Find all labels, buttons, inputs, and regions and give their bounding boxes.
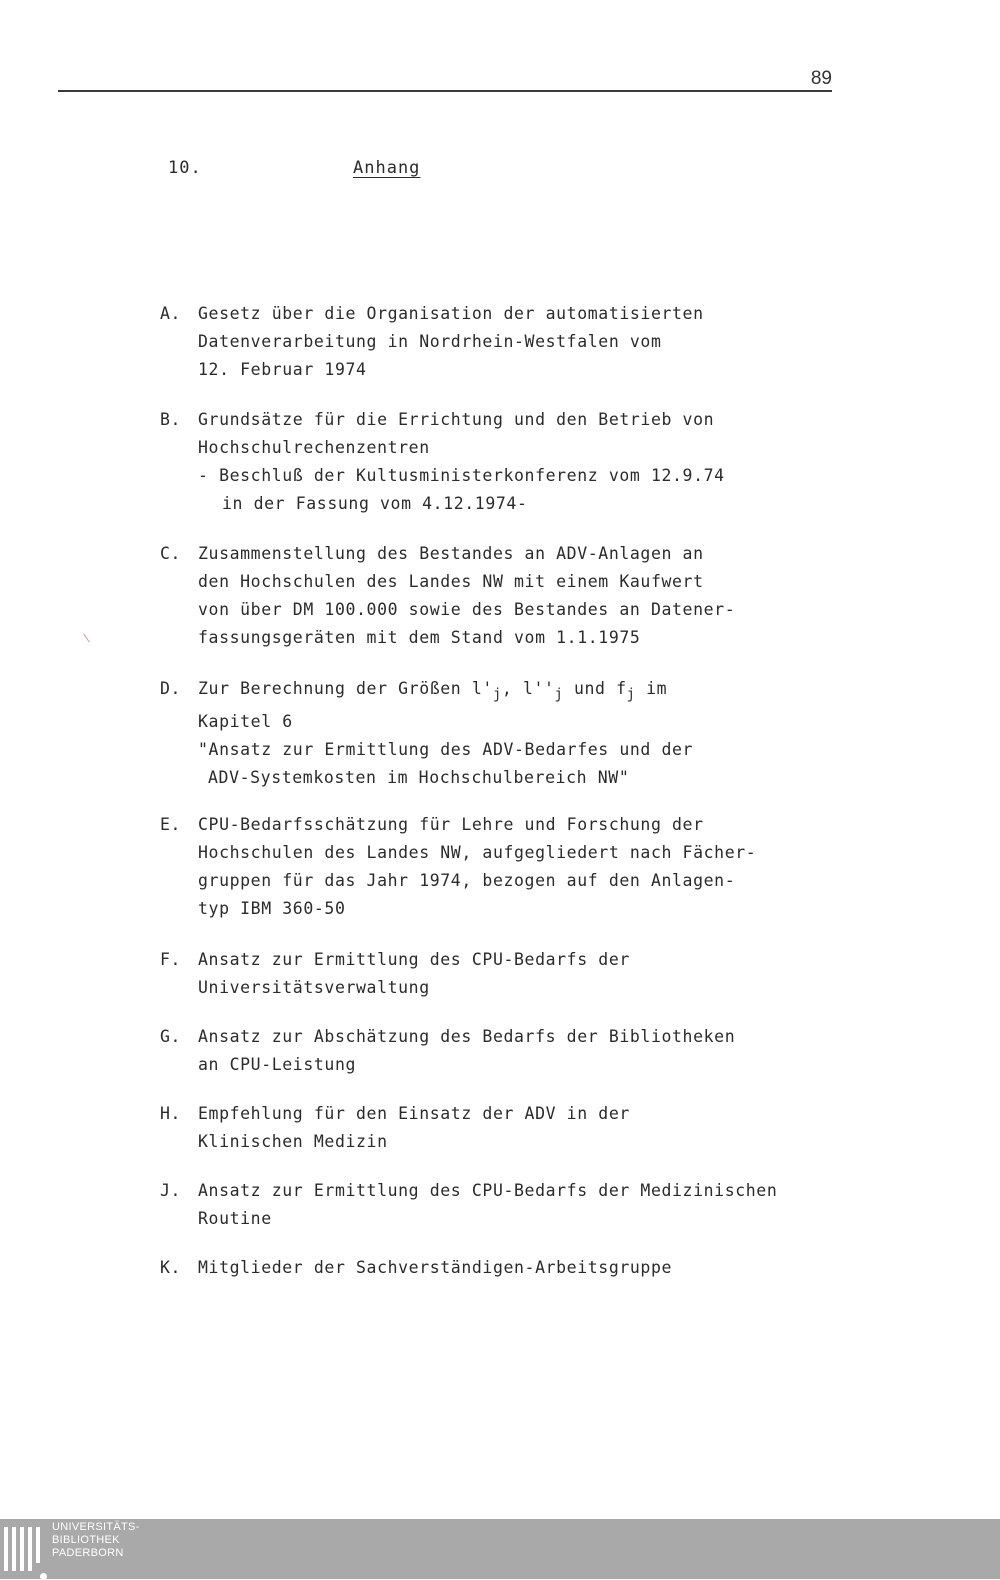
logo-line: PADERBORN: [52, 1547, 124, 1559]
annex-line: CPU-Bedarfsschätzung für Lehre und Forschung der: [198, 815, 704, 834]
logo-line: UNIVERSITÄTS-: [52, 1521, 140, 1533]
annex-item-j: [160, 1177, 840, 1233]
annex-item-a: [160, 300, 840, 384]
annex-letter: J.: [160, 1181, 182, 1200]
annex-line: Universitätsverwaltung: [198, 978, 430, 997]
annex-letter: C.: [160, 544, 182, 563]
header-rule: [58, 90, 832, 92]
annex-line: Hochschulrechenzentren: [198, 438, 430, 457]
annex-line: Ansatz zur Ermittlung des CPU-Bedarfs der Medizinischen: [198, 1181, 778, 1200]
page-number: 89: [810, 68, 832, 89]
annex-item-b: [160, 406, 840, 518]
annex-letter: A.: [160, 304, 182, 323]
annex-line: von über DM 100.000 sowie des Bestandes an Datener-: [198, 600, 736, 619]
symbol-l-prime: l': [471, 679, 493, 698]
annex-letter: D.: [160, 679, 182, 698]
annex-line: Kapitel 6: [198, 712, 293, 732]
annex-line: fassungsgeräten mit dem Stand vom 1.1.1975: [198, 628, 641, 647]
annex-letter: K.: [160, 1258, 182, 1277]
library-logo-icon: [4, 1527, 44, 1575]
subscript-j: j: [554, 686, 564, 703]
annex-item-d: [160, 675, 840, 792]
library-logo-text: [52, 1521, 140, 1560]
subscript-j: j: [492, 686, 502, 703]
section-title: Anhang: [353, 158, 421, 178]
annex-line: Ansatz zur Ermittlung des CPU-Bedarfs der: [198, 950, 630, 969]
annex-line: Datenverarbeitung in Nordrhein-Westfalen vom: [198, 332, 662, 351]
annex-line: 12. Februar 1974: [198, 360, 367, 379]
annex-line: Empfehlung für den Einsatz der ADV in der: [198, 1104, 630, 1123]
annex-line-formula: Zur Berechnung der Größen $l'_j$, $l''_j$ und $f_j$ im: [198, 679, 668, 703]
annex-line: typ IBM 360-50: [198, 899, 346, 918]
annex-line: Mitglieder der Sachverständigen-Arbeitsgruppe: [198, 1258, 673, 1277]
logo-line: BIBLIOTHEK: [52, 1534, 120, 1546]
annex-subline: - Beschluß der Kultusministerkonferenz vom 12.9.74: [198, 466, 725, 485]
annex-item-h: [160, 1100, 840, 1156]
stray-mark: [83, 634, 90, 643]
annex-subline: in der Fassung vom 4.12.1974-: [222, 494, 528, 513]
annex-subline: ADV-Systemkosten im Hochschulbereich NW": [208, 768, 630, 788]
annex-line: Gesetz über die Organisation der automatisierten: [198, 304, 704, 323]
annex-line: Routine: [198, 1209, 272, 1228]
symbol-l-double-prime: l'': [522, 679, 555, 698]
annex-item-g: [160, 1023, 840, 1079]
annex-line: den Hochschulen des Landes NW mit einem Kaufwert: [198, 572, 704, 591]
annex-line: Zusammenstellung des Bestandes an ADV-Anlagen an: [198, 544, 704, 563]
subscript-j: j: [626, 686, 636, 703]
annex-letter: G.: [160, 1027, 182, 1046]
annex-line: an CPU-Leistung: [198, 1055, 357, 1074]
section-number: 10.: [168, 158, 202, 178]
annex-letter: E.: [160, 815, 182, 834]
annex-item-f: [160, 946, 840, 1002]
annex-line: Hochschulen des Landes NW, aufgegliedert nach Fächer-: [198, 843, 757, 862]
annex-line: "Ansatz zur Ermittlung des ADV-Bedarfes und der: [198, 740, 694, 760]
annex-line: gruppen für das Jahr 1974, bezogen auf den Anlagen-: [198, 871, 736, 890]
annex-line: Ansatz zur Abschätzung des Bedarfs der Bibliotheken: [198, 1027, 736, 1046]
annex-line: Grundsätze für die Errichtung und den Betrieb von: [198, 410, 715, 429]
annex-item-e: [160, 811, 840, 923]
annex-letter: B.: [160, 410, 182, 429]
annex-letter: H.: [160, 1104, 182, 1123]
annex-item-c: [160, 540, 840, 652]
footer-bar: [0, 1519, 1000, 1579]
annex-item-k: [160, 1254, 840, 1282]
annex-letter: F.: [160, 950, 182, 969]
annex-line: Klinischen Medizin: [198, 1132, 388, 1151]
symbol-f: f: [616, 679, 627, 698]
